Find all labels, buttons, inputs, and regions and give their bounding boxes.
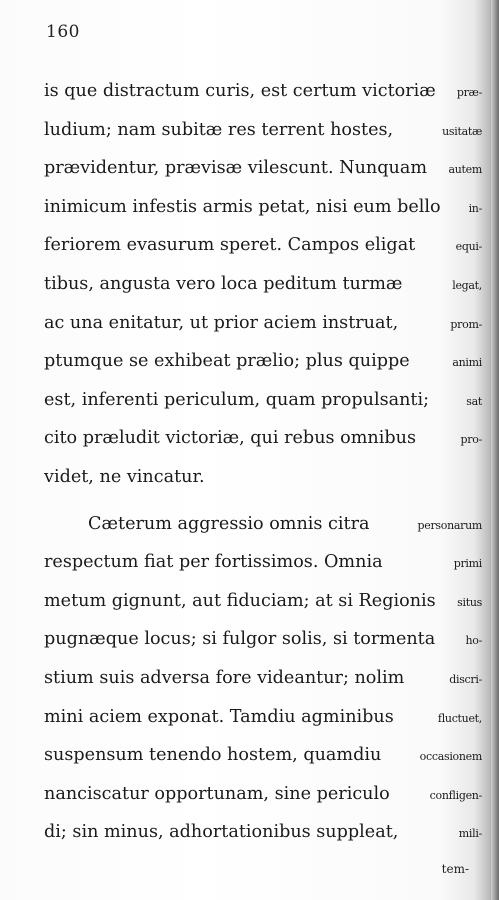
line-edge-word: præ- <box>456 86 482 99</box>
line-text: stium suis adversa fore videantur; nolim <box>44 667 405 688</box>
text-line <box>44 188 482 227</box>
line-text: est, inferenti periculum, quam propulsanti; <box>44 389 430 410</box>
text-line <box>44 458 482 497</box>
text-line <box>44 304 482 343</box>
line-edge-word: usitatæ <box>442 124 482 138</box>
text-line <box>44 736 482 775</box>
text-line <box>44 226 482 265</box>
line-edge-word: ho- <box>465 634 482 648</box>
text-line <box>44 342 482 381</box>
page-gutter-shadow <box>491 0 499 900</box>
text-line <box>44 582 482 621</box>
line-text: ludium; nam subitæ res terrent hostes, <box>44 119 394 140</box>
line-edge-word: equi- <box>455 240 482 254</box>
line-edge-word: confligen- <box>429 788 482 802</box>
paragraph-2 <box>44 505 482 852</box>
line-edge-word: in- <box>468 201 482 215</box>
text-line <box>44 265 482 304</box>
line-edge-word: fluctuet, <box>437 711 482 725</box>
line-text: suspensum tenendo hostem, quamdiu <box>44 745 382 766</box>
line-text: mini aciem exponat. Tamdiu agminibus <box>44 706 394 727</box>
line-text: inimicum infestis armis petat, nisi eum bello <box>44 196 441 217</box>
text-line <box>44 111 482 150</box>
line-edge-word: personarum <box>417 518 482 532</box>
page-number: 160 <box>46 22 80 42</box>
line-edge-word: discri- <box>449 672 482 686</box>
catchword: tem- <box>441 862 469 876</box>
paragraph-1 <box>44 72 482 497</box>
text-line <box>44 543 482 582</box>
text-line <box>44 620 482 659</box>
text-line <box>44 149 482 188</box>
line-edge-word: animi <box>452 356 482 370</box>
line-edge-word: situs <box>457 595 482 609</box>
text-line <box>44 381 482 420</box>
line-edge-word: occasionem <box>419 750 482 764</box>
line-text: nanciscatur opportunam, sine periculo <box>44 783 390 804</box>
text-line <box>44 775 482 814</box>
text-line <box>44 813 482 852</box>
text-line <box>44 659 482 698</box>
line-text: pugnæque locus; si fulgor solis, si tormenta <box>44 629 436 650</box>
line-text: respectum fiat per fortissimos. Omnia <box>44 552 383 573</box>
line-edge-word: sat <box>466 394 482 408</box>
text-line <box>44 505 482 544</box>
text-line <box>44 72 482 111</box>
line-text: ptumque se exhibeat prælio; plus quippe <box>44 351 410 372</box>
line-text: metum gignunt, aut fiduciam; at si Regionis <box>44 590 436 611</box>
text-line <box>44 698 482 737</box>
line-text: di; sin minus, adhortationibus suppleat, <box>44 822 399 843</box>
line-text: prævidentur, prævisæ vilescunt. Nunquam <box>44 158 428 179</box>
line-text: is que distractum curis, est certum victoriæ <box>44 81 436 101</box>
line-text: tibus, angusta vero loca peditum turmæ <box>44 273 403 294</box>
line-text: feriorem evasurum speret. Campos eligat <box>44 235 416 256</box>
paragraph-gap <box>44 497 482 505</box>
line-text: ac una enitatur, ut prior aciem instruat, <box>44 312 399 333</box>
line-edge-word: legat, <box>452 278 482 292</box>
line-text: Cæterum aggressio omnis citra <box>88 513 370 534</box>
line-edge-word: mili- <box>458 827 482 841</box>
line-edge-word: prom- <box>450 317 482 331</box>
line-edge-word: autem <box>448 163 482 177</box>
text-line <box>44 419 482 458</box>
line-edge-word: primi <box>453 557 482 571</box>
body-text <box>44 72 482 852</box>
line-edge-word: pro- <box>460 433 482 447</box>
line-text: cito præludit victoriæ, qui rebus omnibus <box>44 428 417 449</box>
line-text: videt, ne vincatur. <box>44 466 205 487</box>
